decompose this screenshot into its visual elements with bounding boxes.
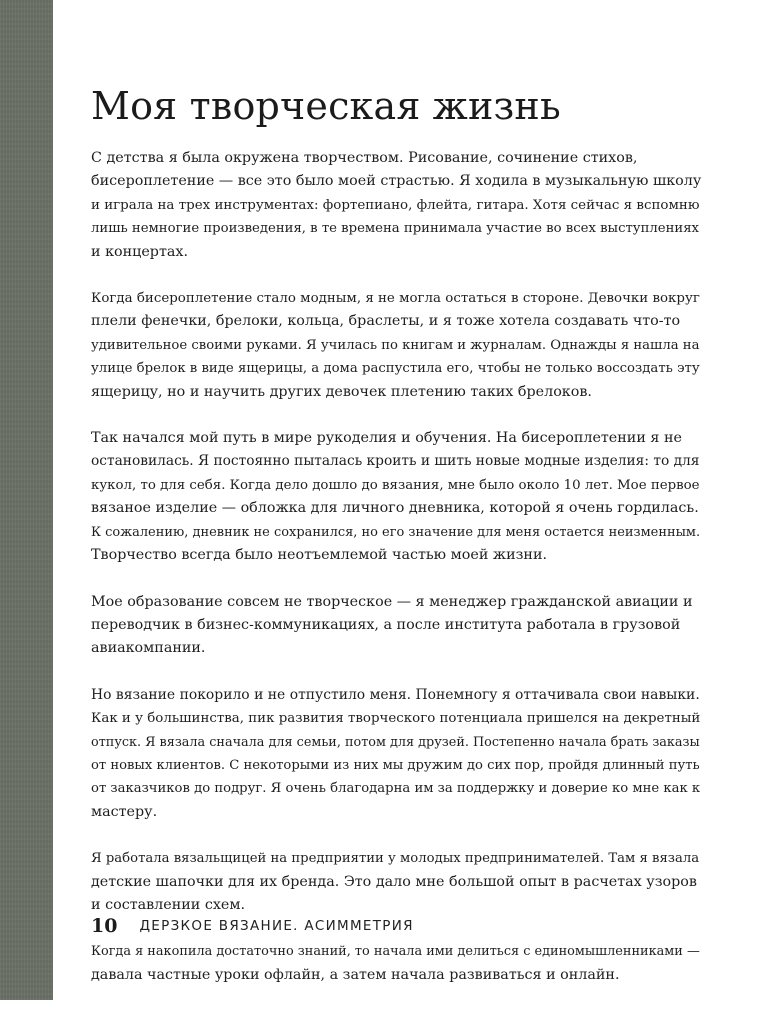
paragraph (91, 591, 703, 661)
text-line: и играла на трех инструментах: фортепиано, флейта, гитара. Хотя сейчас я вспомню (91, 197, 700, 213)
text-line: Когда я накопила достаточно знаний, то начала ими делиться с единомышленниками — (91, 944, 700, 960)
running-book-title: ДЕРЗКОЕ ВЯЗАНИЕ. АСИММЕТРИЯ (139, 918, 414, 934)
text-line: и составлении схем. (91, 896, 246, 913)
text-line: Творчество всегда было неотъемлемой частью моей жизни. (91, 547, 548, 564)
paragraph (91, 427, 703, 567)
text-line: С детства я была окружена творчеством. Рисование, сочинение стихов, (91, 150, 638, 166)
text-line: ящерицу, но и научить других девочек плетению таких брелоков. (91, 383, 592, 400)
text-line: давала частные уроки офлайн, а затем начала развиваться и онлайн. (91, 966, 620, 983)
text-line: Я работала вязальщицей на предприятии у молодых предпринимателей. Там я вязала (91, 851, 700, 867)
text-line: вязаное изделие — обложка для личного дневника, которой я очень гордилась. (91, 500, 699, 517)
text-line: Так начался мой путь в мире рукоделия и обучения. На бисероплетении я не (91, 430, 682, 447)
text-line: переводчик в бизнес-коммуникациях, а после института работала в грузовой (91, 616, 681, 633)
text-line: мастеру. (91, 803, 158, 820)
text-line: удивительное своими руками. Я училась по книгам и журналам. Однажды я нашла на (91, 337, 700, 353)
page-title: Моя творческая жизнь (91, 84, 561, 128)
paragraph (91, 287, 703, 404)
text-line: бисероплетение — все это было моей страстью. Я ходила в музыкальную школу (91, 173, 702, 190)
text-line: лишь немногие произведения, в те времена принимала участие во всех выступлениях (91, 221, 700, 237)
text-line: остановилась. Я постоянно пыталась кроить и шить новые модные изделия: то для (91, 453, 700, 470)
paragraph (91, 847, 703, 917)
paragraph (91, 684, 703, 824)
paragraph (91, 940, 703, 987)
text-line: плели фенечки, брелоки, кольца, браслеты, и я тоже хотела создавать что-то (91, 313, 681, 330)
body-text (91, 147, 703, 1010)
text-line: и концертах. (91, 243, 188, 260)
text-line: Когда бисероплетение стало модным, я не могла остаться в стороне. Девочки вокруг (91, 291, 700, 307)
page-footer (91, 912, 414, 940)
text-line: кукол, то для себя. Когда дело дошло до вязания, мне было около 10 лет. Мое первое (91, 477, 700, 493)
text-line: Но вязание покорило и не отпустило меня. Понемногу я оттачивала свои навыки. (91, 686, 700, 703)
text-line: от новых клиентов. С некоторыми из них мы дружим до сих пор, пройдя длинный путь (91, 757, 700, 773)
text-line: авиакомпании. (91, 640, 206, 657)
paragraph (91, 147, 703, 264)
text-line: отпуск. Я вязала сначала для семьи, потом для друзей. Постепенно начала брать заказы (91, 734, 700, 750)
text-line: детские шапочки для их бренда. Это дало мне большой опыт в расчетах узоров (91, 873, 697, 890)
text-line: Как и у большинства, пик развития творческого потенциала пришелся на декретный (91, 711, 701, 727)
text-line: К сожалению, дневник не сохранился, но его значение для меня остается неизменным. (91, 524, 701, 540)
page-number: 10 (91, 915, 118, 937)
side-color-strip (0, 0, 53, 1000)
text-line: от заказчиков до подруг. Я очень благодарна им за поддержку и доверие ко мне как к (91, 781, 701, 797)
text-line: улице брелок в виде ящерицы, а дома распустила его, чтобы не только воссоздать эту (91, 361, 700, 377)
text-line: Мое образование совсем не творческое — я менеджер гражданской авиации и (91, 593, 693, 610)
